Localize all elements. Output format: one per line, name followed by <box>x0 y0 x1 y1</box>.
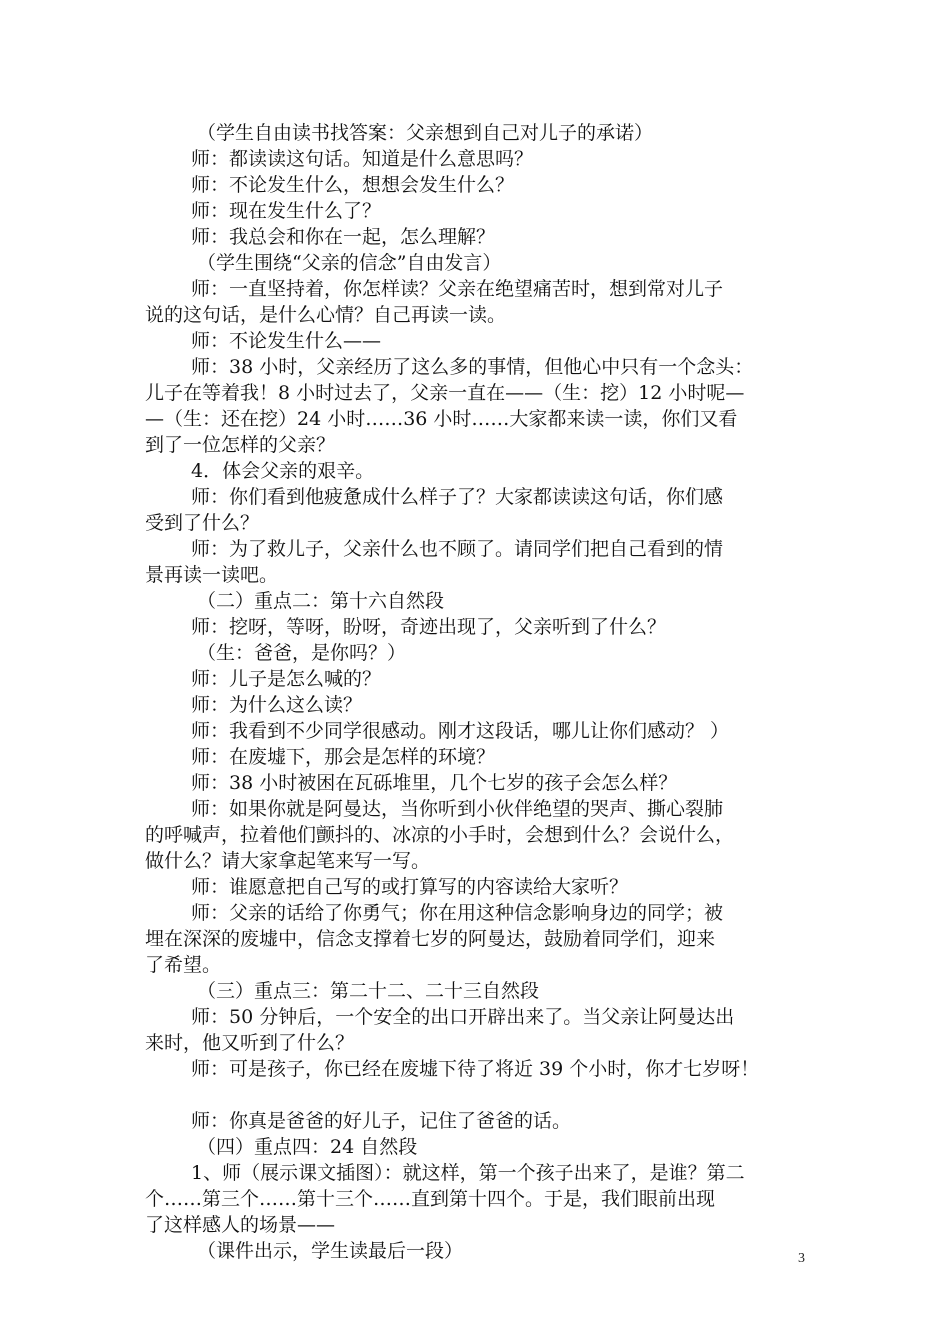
paragraph-line: 师：你们看到他疲惫成什么样子了？大家都读读这句话，你们感 <box>191 486 724 508</box>
paragraph-line: 4．体会父亲的艰辛。 <box>191 460 375 482</box>
paragraph-line: 师：38 小时，父亲经历了这么多的事情，但他心中只有一个念头： <box>191 356 754 378</box>
paragraph-line: 埋在深深的废墟中，信念支撑着七岁的阿曼达，鼓励着同学们，迎来 <box>145 928 716 950</box>
paragraph-line: 儿子在等着我！8 小时过去了，父亲一直在——（生：挖）12 小时呢— <box>145 382 745 404</box>
paragraph-line: 说的这句话，是什么心情？自己再读一读。 <box>145 304 507 326</box>
paragraph-line: （课件出示，学生读最后一段） <box>197 1240 464 1262</box>
paragraph-line: 师：儿子是怎么喊的？ <box>191 668 382 690</box>
section-heading: （三）重点三：第二十二、二十三自然段 <box>197 980 540 1002</box>
paragraph-line: 来时，他又听到了什么？ <box>145 1032 355 1054</box>
paragraph-line: 师：我总会和你在一起，怎么理解？ <box>191 226 496 248</box>
paragraph-line: 师：我看到不少同学很感动。刚才这段话，哪儿让你们感动？ ） <box>191 720 730 742</box>
paragraph-line: 师：为什么这么读？ <box>191 694 363 716</box>
paragraph-line: 了希望。 <box>145 954 222 976</box>
paragraph-line: 师：38 小时被困在瓦砾堆里，几个七岁的孩子会怎么样？ <box>191 772 678 794</box>
paragraph-line: 景再读一读吧。 <box>145 564 279 586</box>
paragraph-line: —（生：还在挖）24 小时……36 小时……大家都来读一读，你们又看 <box>145 408 738 430</box>
paragraph-line: 师：如果你就是阿曼达，当你听到小伙伴绝望的哭声、撕心裂肺 <box>191 798 724 820</box>
paragraph-line: （学生围绕“父亲的信念”自由发言） <box>197 252 502 274</box>
paragraph-line: 受到了什么？ <box>145 512 260 534</box>
paragraph-line: 了这样感人的场景—— <box>145 1214 336 1236</box>
section-heading: （四）重点四：24 自然段 <box>197 1136 418 1158</box>
page-number: 3 <box>798 1251 805 1266</box>
paragraph-line: 师：一直坚持着，你怎样读？父亲在绝望痛苦时，想到常对儿子 <box>191 278 724 300</box>
paragraph-line: 1、师（展示课文插图）：就这样，第一个孩子出来了，是谁？第二 <box>191 1162 745 1184</box>
paragraph-line: （生：爸爸，是你吗？） <box>197 642 407 664</box>
page-body-text <box>145 120 815 1264</box>
paragraph-line: 师：父亲的话给了你勇气；你在用这种信念影响身边的同学；被 <box>191 902 724 924</box>
paragraph-line: 师：现在发生什么了？ <box>191 200 382 222</box>
paragraph-line: （学生自由读书找答案：父亲想到自己对儿子的承诺） <box>197 122 654 144</box>
paragraph-line: 做什么？请大家拿起笔来写一写。 <box>145 850 431 872</box>
paragraph-line: 师：为了救儿子，父亲什么也不顾了。请同学们把自己看到的情 <box>191 538 724 560</box>
paragraph-line: 师：在废墟下，那会是怎样的环境？ <box>191 746 496 768</box>
paragraph-line: 师：可是孩子，你已经在废墟下待了将近 39 个小时，你才七岁呀！ <box>191 1058 760 1080</box>
paragraph-line: 师：50 分钟后，一个安全的出口开辟出来了。当父亲让阿曼达出 <box>191 1006 735 1028</box>
paragraph-line: 到了一位怎样的父亲？ <box>145 434 336 456</box>
paragraph-line: 师：不论发生什么，想想会发生什么？ <box>191 174 515 196</box>
paragraph-line: 师：挖呀，等呀，盼呀，奇迹出现了，父亲听到了什么？ <box>191 616 667 638</box>
section-heading: （二）重点二：第十六自然段 <box>197 590 445 612</box>
paragraph-line: 师：谁愿意把自己写的或打算写的内容读给大家听？ <box>191 876 629 898</box>
paragraph-line: 师：你真是爸爸的好儿子，记住了爸爸的话。 <box>191 1110 572 1132</box>
blank-line <box>145 1082 815 1108</box>
paragraph-line: 师：都读读这句话。知道是什么意思吗？ <box>191 148 534 170</box>
paragraph-line: 个……第三个……第十三个……直到第十四个。于是，我们眼前出现 <box>145 1188 716 1210</box>
paragraph-line: 的呼喊声，拉着他们颤抖的、冰凉的小手时，会想到什么？会说什么， <box>145 824 735 846</box>
paragraph-line: 师：不论发生什么—— <box>191 330 382 352</box>
